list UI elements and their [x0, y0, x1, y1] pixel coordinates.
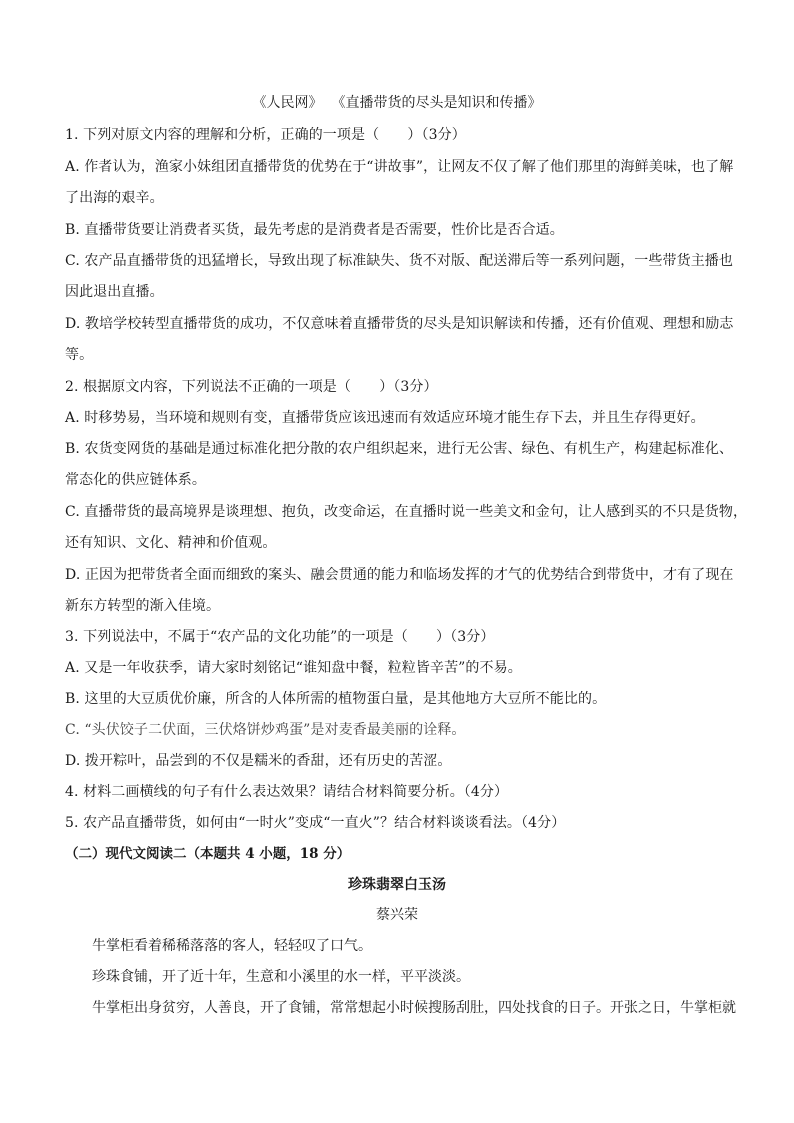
article-title: 《直播带货的尽头是知识和传播》	[338, 95, 542, 111]
q1-option-d-cont: 等。	[65, 347, 94, 363]
q3-option-b: B. 这里的大豆质优价廉，所含的人体所需的植物蛋白量，是其他地方大豆所不能比的。	[65, 691, 607, 707]
section2-heading: （二）现代文阅读二（本题共 4 小题，18 分）	[65, 846, 351, 862]
q5-stem: 5. 农产品直播带货，如何由“一时火”变成“一直火”？结合材料谈谈看法。（4分）	[65, 815, 566, 831]
story-paragraph-2: 珍珠食铺，开了近十年，生意和小溪里的水一样，平平淡淡。	[92, 969, 470, 985]
q2-option-a: A. 时移势易，当环境和规则有变，直播带货应该迅速而有效适应环境才能生存下去，并且生存得更好。	[65, 410, 705, 426]
q1-option-a: A. 作者认为，渔家小妹组团直播带货的优势在于“讲故事”，让网友不仅了解了他们那里的海鲜美味，也了解	[65, 159, 734, 175]
q1-option-c-cont: 因此退出直播。	[65, 284, 164, 300]
q2-option-c: C. 直播带货的最高境界是谈理想、抱负，改变命运，在直播时说一些美文和金句，让人感到买的不只是货物，	[65, 504, 748, 520]
story-paragraph-3: 牛掌柜出身贫穷，人善良，开了食铺，常常想起小时候搜肠刮肚，四处找食的日子。开张之日，牛掌柜就	[92, 1000, 736, 1016]
q3-option-a: A. 又是一年收获季，请大家时刻铭记“谁知盘中餐，粒粒皆辛苦”的不易。	[65, 660, 522, 676]
q2-option-d: D. 正因为把带货者全面而细致的案头、融会贯通的能力和临场发挥的才气的优势结合到带货中，才有了现在	[65, 567, 734, 583]
q2-option-b: B. 农货变网货的基础是通过标准化把分散的农户组织起来，进行无公害、绿色、有机生产，构建起标准化、	[65, 441, 734, 457]
q2-stem: 2. 根据原文内容，下列说法不正确的一项是（ ）（3分）	[65, 379, 438, 395]
q1-option-a-cont: 了出海的艰辛。	[65, 190, 164, 206]
q2-option-c-cont: 还有知识、文化、精神和价值观。	[65, 535, 277, 551]
q2-option-d-cont: 新东方转型的渐入佳境。	[65, 598, 221, 614]
q1-stem: 1. 下列对原文内容的理解和分析，正确的一项是（ ）（3分）	[65, 127, 466, 143]
q3-option-d: D. 拨开粽叶，品尝到的不仅是糯米的香甜，还有历史的苦涩。	[65, 753, 452, 769]
source-name: 《人民网》	[252, 95, 323, 111]
q2-option-b-cont: 常态化的供应链体系。	[65, 472, 206, 488]
q1-option-d: D. 教培学校转型直播带货的成功，不仅意味着直播带货的尽头是知识解读和传播，还有价值观、理想和励志	[65, 316, 734, 332]
story-author: 蔡兴荣	[376, 907, 418, 923]
story-paragraph-1: 牛掌柜看着稀稀落落的客人，轻轻叹了口气。	[92, 938, 372, 954]
q3-stem: 3. 下列说法中，不属于“农产品的文化功能”的一项是（ ）（3分）	[65, 629, 495, 645]
q1-option-b: B. 直播带货要让消费者买货，最先考虑的是消费者是否需要，性价比是否合适。	[65, 222, 564, 238]
q1-option-c: C. 农产品直播带货的迅猛增长，导致出现了标准缺失、货不对版、配送滞后等一系列问题，一些带货主播也	[65, 253, 734, 269]
source-header	[0, 93, 794, 113]
q4-stem: 4. 材料二画横线的句子有什么表达效果？请结合材料简要分析。（4分）	[65, 784, 509, 800]
q3-option-c: C. “头伏饺子二伏面，三伏烙饼炒鸡蛋”是对麦香最美丽的诠释。	[65, 722, 466, 738]
story-title: 珍珠翡翠白玉汤	[348, 877, 446, 893]
